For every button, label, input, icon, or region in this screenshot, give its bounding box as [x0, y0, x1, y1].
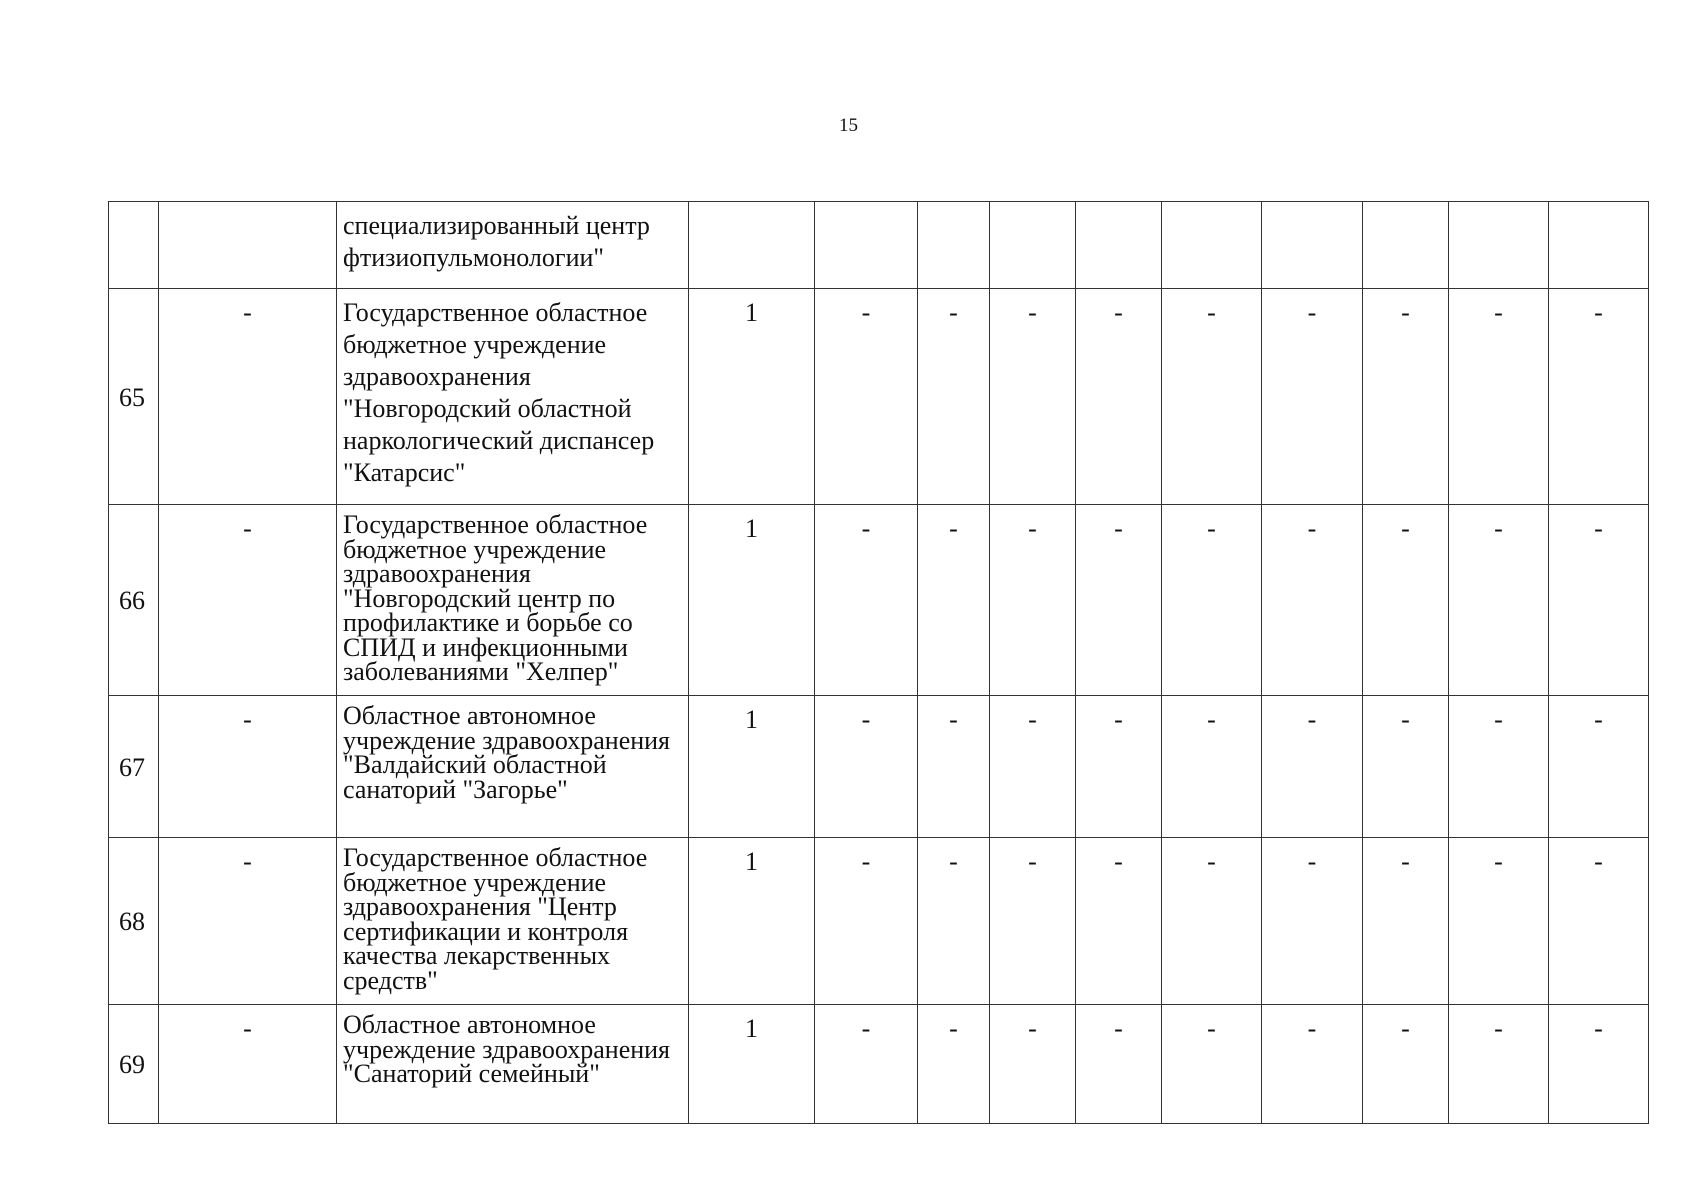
table-cell: - [990, 289, 1076, 505]
document-table [108, 201, 1649, 1124]
table-cell: - [1262, 1005, 1363, 1124]
row-count [689, 202, 815, 289]
table-cell: - [1076, 1005, 1162, 1124]
table-cell: - [918, 838, 990, 1005]
row-count: 1 [689, 289, 815, 505]
table-cell: - [1162, 838, 1262, 1005]
table-cell: - [1549, 1005, 1649, 1124]
table-cell [1363, 202, 1449, 289]
table-cell: - [918, 1005, 990, 1124]
row-number [109, 202, 159, 289]
table-cell: - [1363, 505, 1449, 696]
row-number: 69 [109, 1005, 159, 1124]
row-count: 1 [689, 838, 815, 1005]
row-count: 1 [689, 696, 815, 838]
row-count: 1 [689, 1005, 815, 1124]
table-cell: - [1076, 696, 1162, 838]
row-code [159, 202, 337, 289]
table-row [109, 289, 1649, 505]
table-cell [1549, 202, 1649, 289]
table-cell: - [1162, 505, 1262, 696]
table-cell: - [815, 696, 918, 838]
organization-name: Государственное областное бюджетное учреждение здравоохранения "Центр сертификации и контроля качества лекарственных средств" [337, 838, 689, 1005]
row-number: 66 [109, 505, 159, 696]
table-cell: - [918, 289, 990, 505]
row-code: - [159, 838, 337, 1005]
table-row [109, 202, 1649, 289]
table-cell: - [1449, 289, 1549, 505]
table-cell: - [1449, 696, 1549, 838]
page-number: 15 [839, 115, 858, 136]
table-cell: - [1162, 289, 1262, 505]
row-count: 1 [689, 505, 815, 696]
row-number: 65 [109, 289, 159, 505]
row-code: - [159, 505, 337, 696]
table-cell: - [1262, 505, 1363, 696]
table-cell: - [1449, 505, 1549, 696]
table-cell: - [1363, 1005, 1449, 1124]
table-cell: - [1363, 289, 1449, 505]
organization-name: Государственное областное бюджетное учреждение здравоохранения "Новгородский центр по профилактике и борьбе со СПИД и инфекционными заболеваниями "Хелпер" [337, 505, 689, 696]
table-cell: - [1449, 1005, 1549, 1124]
row-code: - [159, 1005, 337, 1124]
table-cell: - [1162, 696, 1262, 838]
row-number: 67 [109, 696, 159, 838]
table-cell: - [990, 696, 1076, 838]
organization-name: Государственное областное бюджетное учреждение здравоохранения "Новгородский областной наркологический диспансер "Катарсис" [337, 289, 689, 505]
table-cell [1262, 202, 1363, 289]
table-cell: - [1549, 505, 1649, 696]
table-cell: - [815, 1005, 918, 1124]
table-cell: - [1262, 838, 1363, 1005]
table-cell: - [1076, 289, 1162, 505]
table-cell: - [1262, 696, 1363, 838]
table-cell: - [815, 289, 918, 505]
table-cell: - [990, 838, 1076, 1005]
table-cell: - [1162, 1005, 1262, 1124]
table-row [109, 505, 1649, 696]
table-cell: - [990, 1005, 1076, 1124]
table-cell [1076, 202, 1162, 289]
table-cell: - [1449, 838, 1549, 1005]
organization-name: Областное автономное учреждение здравоохранения "Валдайский областной санаторий "Загорье" [337, 696, 689, 838]
organization-name: специализированный центр фтизиопульмонологии" [337, 202, 689, 289]
table-row [109, 696, 1649, 838]
table-cell: - [1262, 289, 1363, 505]
table-cell: - [918, 505, 990, 696]
table-cell [1162, 202, 1262, 289]
table-cell: - [815, 838, 918, 1005]
table-cell [815, 202, 918, 289]
table-cell: - [815, 505, 918, 696]
table-row [109, 1005, 1649, 1124]
table-cell [990, 202, 1076, 289]
row-number: 68 [109, 838, 159, 1005]
row-code: - [159, 289, 337, 505]
table-cell [1449, 202, 1549, 289]
table-cell: - [1363, 696, 1449, 838]
table-cell: - [1076, 505, 1162, 696]
row-code: - [159, 696, 337, 838]
table-cell: - [1363, 838, 1449, 1005]
table-cell: - [1549, 289, 1649, 505]
table-cell: - [990, 505, 1076, 696]
table-cell: - [918, 696, 990, 838]
table-cell [918, 202, 990, 289]
table-cell: - [1549, 838, 1649, 1005]
table-row [109, 838, 1649, 1005]
table-cell: - [1549, 696, 1649, 838]
organization-name: Областное автономное учреждение здравоохранения "Санаторий семейный" [337, 1005, 689, 1124]
table-cell: - [1076, 838, 1162, 1005]
